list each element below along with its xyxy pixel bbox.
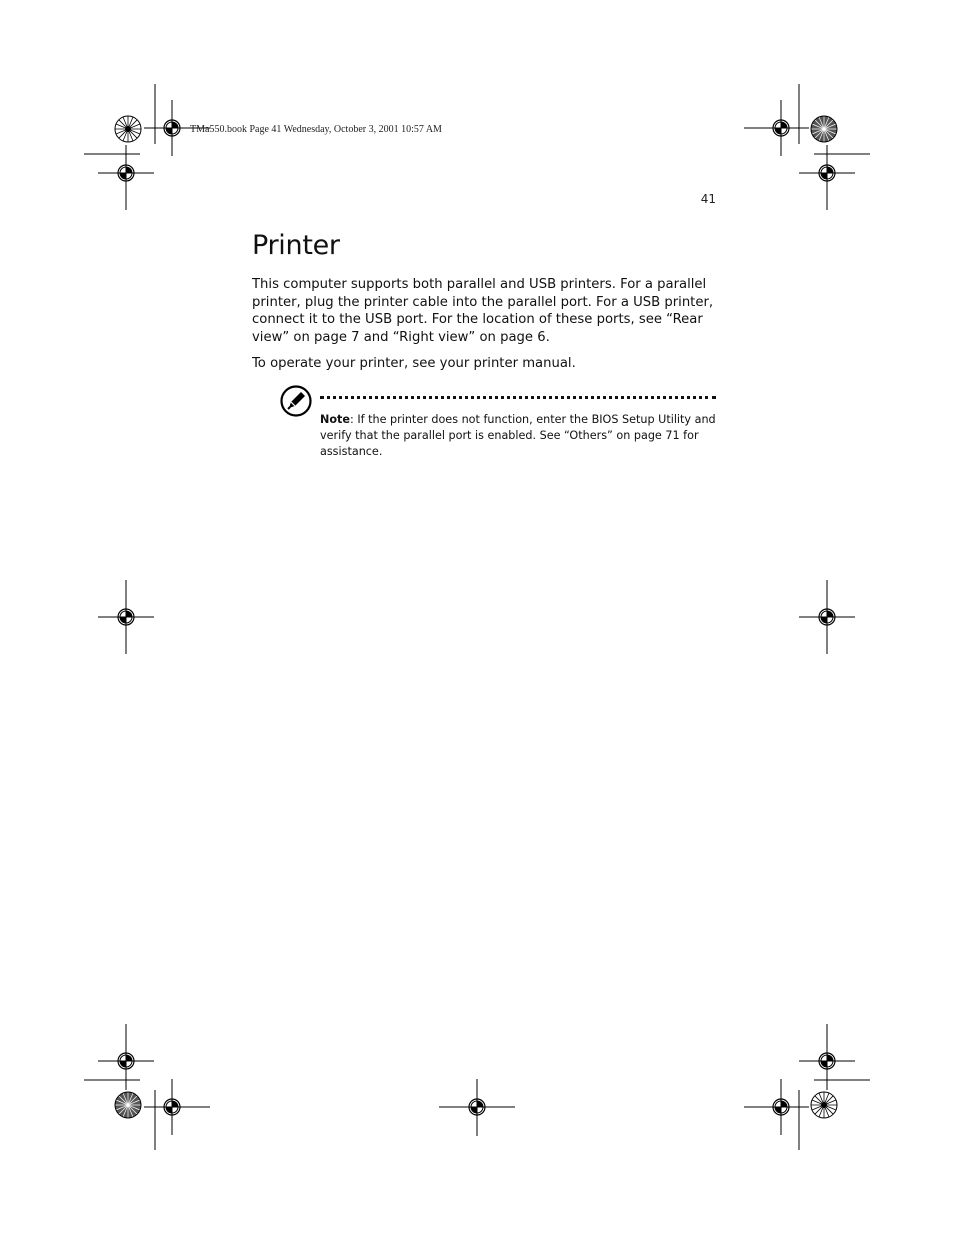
note-body: : If the printer does not function, enter the BIOS Setup Utility and verify that the parallel port is enabled. See “Others” on page 71 for assistance. bbox=[320, 413, 716, 458]
page-number: 41 bbox=[700, 192, 716, 206]
note-pencil-icon bbox=[280, 385, 312, 417]
note-text bbox=[320, 412, 720, 460]
print-slug: TMa550.book Page 41 Wednesday, October 3, 2001 10:57 AM bbox=[190, 124, 442, 135]
note-label: Note bbox=[320, 413, 350, 426]
body-paragraph: To operate your printer, see your printer manual. bbox=[252, 356, 576, 371]
section-title: Printer bbox=[252, 230, 340, 261]
note-divider bbox=[320, 396, 716, 399]
body-paragraph: This computer supports both parallel and USB printers. For a parallel printer, plug the printer cable into the parallel port. For a USB printer, connect it to the USB port. For the location of these ports, see “Rear view” on page 7 and “Right view” on page 6. bbox=[252, 277, 714, 345]
